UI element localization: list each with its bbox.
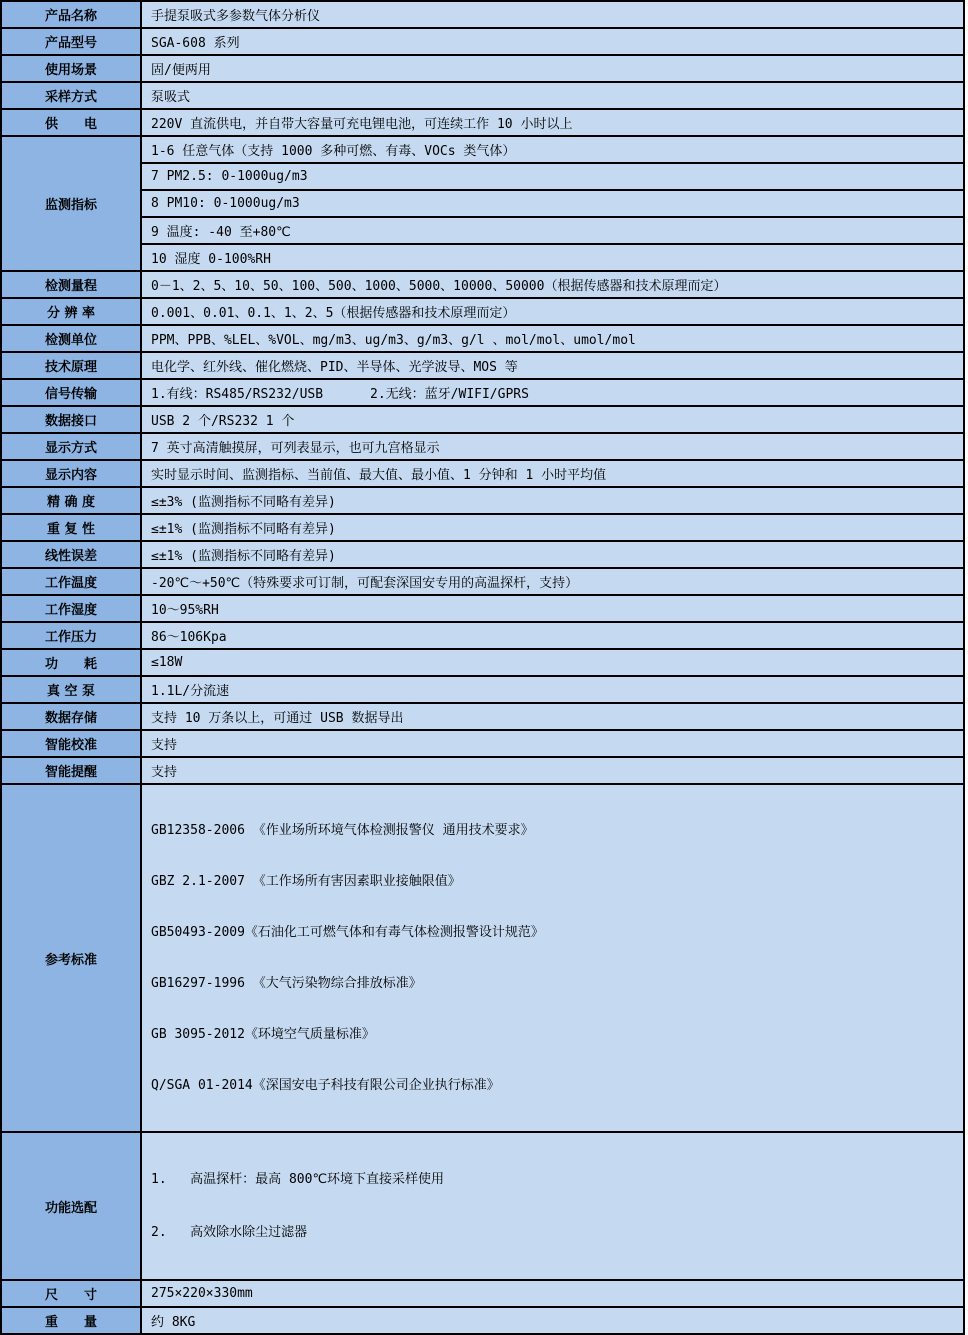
label-dimensions: 尺 寸 xyxy=(1,1280,141,1307)
row-product-model xyxy=(1,28,964,55)
row-working-temperature xyxy=(1,568,964,595)
row-sampling-method xyxy=(1,82,964,109)
label-product-model: 产品型号 xyxy=(1,28,141,55)
value-display-mode: 7 英寸高清触摸屏，可列表显示，也可九宫格显示 xyxy=(141,433,964,460)
row-power-consumption xyxy=(1,649,964,676)
row-vacuum-pump xyxy=(1,676,964,703)
value-monitoring-indicator-5: 10 湿度 0-100%RH xyxy=(141,244,964,271)
row-resolution xyxy=(1,298,964,325)
reference-standard-line: GB12358-2006 《作业场所环境气体检测报警仪 通用技术要求》 xyxy=(151,823,534,838)
value-monitoring-indicator-2: 7 PM2.5: 0-1000ug/m3 xyxy=(141,163,964,190)
row-smart-reminder xyxy=(1,757,964,784)
value-display-content: 实时显示时间、监测指标、当前值、最大值、最小值、1 分钟和 1 小时平均值 xyxy=(141,460,964,487)
label-usage-scenario: 使用场景 xyxy=(1,55,141,82)
value-weight: 约 8KG xyxy=(141,1307,964,1334)
value-monitoring-indicator-4: 9 温度: -40 至+80℃ xyxy=(141,217,964,244)
value-power-supply: 220V 直流供电，并自带大容量可充电锂电池，可连续工作 10 小时以上 xyxy=(141,109,964,136)
label-detection-range: 检测量程 xyxy=(1,271,141,298)
row-data-interface xyxy=(1,406,964,433)
label-detection-unit: 检测单位 xyxy=(1,325,141,352)
row-data-storage xyxy=(1,703,964,730)
label-display-mode: 显示方式 xyxy=(1,433,141,460)
value-data-interface: USB 2 个/RS232 1 个 xyxy=(141,406,964,433)
value-working-humidity: 10～95%RH xyxy=(141,595,964,622)
label-smart-calibration: 智能校准 xyxy=(1,730,141,757)
label-reference-standards: 参考标准 xyxy=(1,784,141,1132)
value-monitoring-indicator-1: 1-6 任意气体（支持 1000 多种可燃、有毒、VOCs 类气体） xyxy=(141,136,964,163)
row-display-content xyxy=(1,460,964,487)
row-power-supply xyxy=(1,109,964,136)
value-linearity-error: ≤±1% (监测指标不同略有差异) xyxy=(141,541,964,568)
value-working-temperature: -20℃～+50℃（特殊要求可订制，可配套深国安专用的高温探杆，支持） xyxy=(141,568,964,595)
value-detection-unit: PPM、PPB、%LEL、%VOL、mg/m3、ug/m3、g/m3、g/l 、mol/mol、umol/mol xyxy=(141,325,964,352)
value-usage-scenario: 固/便两用 xyxy=(141,55,964,82)
row-detection-unit xyxy=(1,325,964,352)
label-repeatability: 重 复 性 xyxy=(1,514,141,541)
optional-feature-line: 1. 高温探杆：最高 800℃环境下直接采样使用 xyxy=(151,1172,445,1187)
row-reference-standards xyxy=(1,784,964,1132)
label-resolution: 分 辨 率 xyxy=(1,298,141,325)
value-sampling-method: 泵吸式 xyxy=(141,82,964,109)
value-dimensions: 275×220×330mm xyxy=(141,1280,964,1307)
reference-standard-line: GB 3095-2012《环境空气质量标准》 xyxy=(151,1027,375,1042)
label-weight: 重 量 xyxy=(1,1307,141,1334)
row-monitoring-indicators-4 xyxy=(1,217,964,244)
row-smart-calibration xyxy=(1,730,964,757)
row-technical-principle xyxy=(1,352,964,379)
value-repeatability: ≤±1% (监测指标不同略有差异) xyxy=(141,514,964,541)
label-data-storage: 数据存储 xyxy=(1,703,141,730)
row-display-mode xyxy=(1,433,964,460)
reference-standard-line: GB16297-1996 《大气污染物综合排放标准》 xyxy=(151,976,422,991)
row-monitoring-indicators-1 xyxy=(1,136,964,163)
value-reference-standards xyxy=(141,784,964,1132)
label-product-name: 产品名称 xyxy=(1,1,141,28)
reference-standard-line: GBZ 2.1-2007 《工作场所有害因素职业接触限值》 xyxy=(151,874,461,889)
row-working-humidity xyxy=(1,595,964,622)
value-monitoring-indicator-3: 8 PM10: 0-1000ug/m3 xyxy=(141,190,964,217)
label-smart-reminder: 智能提醒 xyxy=(1,757,141,784)
row-weight xyxy=(1,1307,964,1334)
label-monitoring-indicators: 监测指标 xyxy=(1,136,141,271)
label-accuracy: 精 确 度 xyxy=(1,487,141,514)
label-linearity-error: 线性误差 xyxy=(1,541,141,568)
label-power-consumption: 功 耗 xyxy=(1,649,141,676)
value-smart-reminder: 支持 xyxy=(141,757,964,784)
row-linearity-error xyxy=(1,541,964,568)
label-sampling-method: 采样方式 xyxy=(1,82,141,109)
reference-standard-line: GB50493-2009《石油化工可燃气体和有毒气体检测报警设计规范》 xyxy=(151,925,544,940)
row-accuracy xyxy=(1,487,964,514)
row-dimensions xyxy=(1,1280,964,1307)
row-monitoring-indicators-5 xyxy=(1,244,964,271)
row-product-name xyxy=(1,1,964,28)
label-working-temperature: 工作温度 xyxy=(1,568,141,595)
row-monitoring-indicators-2 xyxy=(1,163,964,190)
label-power-supply: 供 电 xyxy=(1,109,141,136)
value-technical-principle: 电化学、红外线、催化燃烧、PID、半导体、光学波导、MOS 等 xyxy=(141,352,964,379)
value-signal-transmission: 1.有线：RS485/RS232/USB 2.无线：蓝牙/WIFI/GPRS xyxy=(141,379,964,406)
label-signal-transmission: 信号传输 xyxy=(1,379,141,406)
value-smart-calibration: 支持 xyxy=(141,730,964,757)
value-accuracy: ≤±3% (监测指标不同略有差异) xyxy=(141,487,964,514)
row-working-pressure xyxy=(1,622,964,649)
value-product-name: 手提泵吸式多参数气体分析仪 xyxy=(141,1,964,28)
value-detection-range: 0－1、2、5、10、50、100、500、1000、5000、10000、50000（根据传感器和技术原理而定） xyxy=(141,271,964,298)
value-resolution: 0.001、0.01、0.1、1、2、5（根据传感器和技术原理而定） xyxy=(141,298,964,325)
reference-standard-line: Q/SGA 01-2014《深国安电子科技有限公司企业执行标准》 xyxy=(151,1078,500,1093)
value-power-consumption: ≤18W xyxy=(141,649,964,676)
value-optional-features xyxy=(141,1132,964,1280)
row-monitoring-indicators-3 xyxy=(1,190,964,217)
value-working-pressure: 86～106Kpa xyxy=(141,622,964,649)
row-usage-scenario xyxy=(1,55,964,82)
label-optional-features: 功能选配 xyxy=(1,1132,141,1280)
value-data-storage: 支持 10 万条以上，可通过 USB 数据导出 xyxy=(141,703,964,730)
label-display-content: 显示内容 xyxy=(1,460,141,487)
label-data-interface: 数据接口 xyxy=(1,406,141,433)
row-detection-range xyxy=(1,271,964,298)
label-working-pressure: 工作压力 xyxy=(1,622,141,649)
label-working-humidity: 工作湿度 xyxy=(1,595,141,622)
value-product-model: SGA-608 系列 xyxy=(141,28,964,55)
optional-feature-line: 2. 高效除水除尘过滤器 xyxy=(151,1225,308,1240)
row-optional-features xyxy=(1,1132,964,1280)
label-vacuum-pump: 真 空 泵 xyxy=(1,676,141,703)
row-repeatability xyxy=(1,514,964,541)
value-vacuum-pump: 1.1L/分流速 xyxy=(141,676,964,703)
label-technical-principle: 技术原理 xyxy=(1,352,141,379)
row-signal-transmission xyxy=(1,379,964,406)
